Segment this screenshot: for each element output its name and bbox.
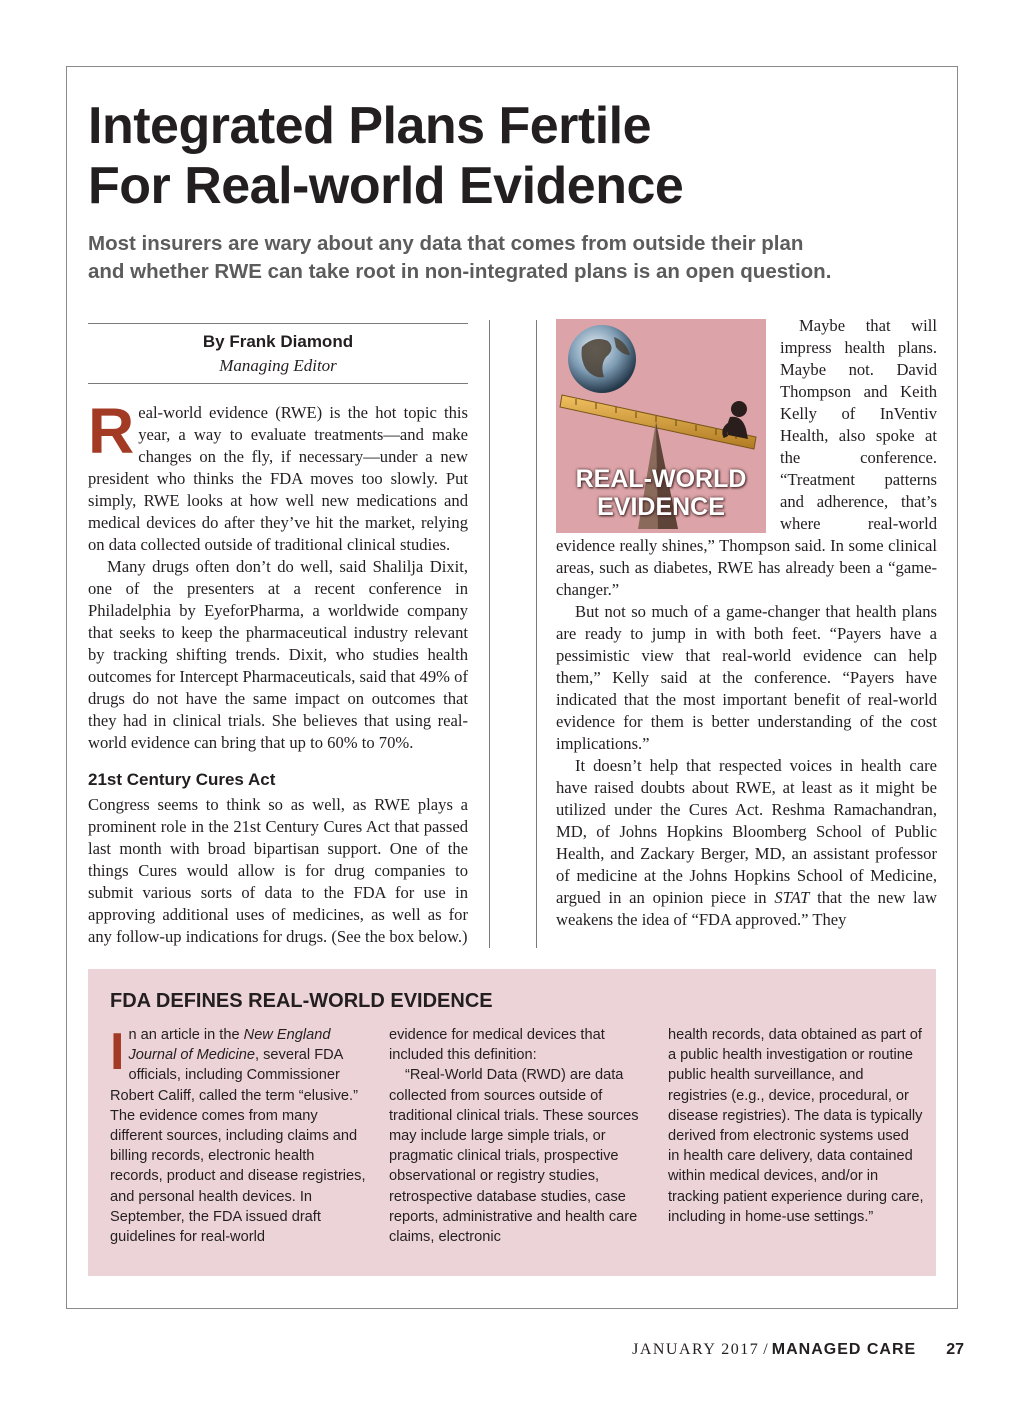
- publication-stat: STAT: [774, 888, 810, 907]
- author-name: By Frank Diamond: [202, 332, 354, 351]
- sidebar-text-2b: “Real-World Data (RWD) are data collected from sources outside of traditional clinical trials. These sources may include large simple trials, or pragmatic clinical trials, prospective observational or registry studies, retrospective database studies, case reports, administrative and health care claims, electronic: [389, 1067, 639, 1246]
- paragraph-3: Congress seems to think so as well, as RWE plays a prominent role in the 21st Century Cures Act that passed last month with broad bipartisan support. One of the things Cures would allow is for drug companies to submit various sorts of data to the FDA for use in approving additional uses of medicines, as well as for any follow-up indications for drugs. (See the box below.): [88, 795, 468, 946]
- paragraph-6-text-a: It doesn’t help that respected voices in health care have raised doubts about RWE, at least as it might be utilized under the Cures Act. Reshma Ramachandran, MD, of Johns Hopkins Bloomberg School of Public Health, and Zackary Berger, MD, an assistant professor of medicine at the Johns Hopkins School of Medicine, argued in an opinion piece in: [556, 756, 937, 907]
- drop-cap: R: [88, 395, 135, 467]
- paragraph-6: [556, 755, 937, 931]
- paragraph-5: But not so much of a game-changer that health plans are ready to jump in with both feet. “Payers have a pessimistic view that real-world evidence can help them,” Kelly said at the conference. “Payers have indicated that the most important benefit of real-world evidence for them is better understanding of the cost implications.”: [556, 602, 937, 753]
- article-column-left: [88, 323, 468, 948]
- paragraph-1: [88, 395, 468, 556]
- sidebar-title: FDA DEFINES REAL-WORLD EVIDENCE: [110, 990, 493, 1012]
- paragraph-1-text: eal-world evidence (RWE) is the hot topic this year, a way to evaluate treatments—and make changes on the fly, if necessary—under a new president who thinks the FDA moves too slowly. Put simply, RWE looks at how well new medications and medical devices do after they’ve hit the market, relying on data collected outside of traditional clinical studies.: [88, 403, 468, 554]
- illustration-title-line-1: REAL-WORLD: [575, 465, 747, 493]
- headline-line-2: For Real-world Evidence: [88, 157, 684, 215]
- deck-line-1: Most insurers are wary about any data that comes from outside their plan: [88, 232, 804, 255]
- magazine-name: MANAGED CARE: [771, 1341, 917, 1358]
- paragraph-2: Many drugs often don’t do well, said Shalilja Dixit, one of the presenters at a recent conference in Philadelphia by EyeforPharma, a worldwide company that seeks to keep the pharmaceutical industry relevant by tracking shifting trends. Dixit, who studies health outcomes for Intercept Pharmaceuticals, said that 49% of drugs do not have the same impact on outcomes that they had in clinical trials. She believes that using real-world evidence can bring that up to 60% to 70%.: [88, 557, 468, 752]
- paragraph-6-text-b: that the new law weakens the idea of “FDA approved.” They: [556, 888, 937, 929]
- headline-line-1: Integrated Plans Fertile: [88, 97, 652, 155]
- page-footer: [0, 1340, 964, 1360]
- byline: [88, 323, 468, 384]
- section-subhead: 21st Century Cures Act: [88, 770, 276, 789]
- sidebar-paragraph-1: [110, 1025, 366, 1247]
- column-rule-left: [489, 320, 490, 948]
- deck-line-2: and whether RWE can take root in non-integrated plans is an open question.: [88, 260, 832, 283]
- sidebar-text-3: health records, data obtained as part of a public health investigation or routine public health surveillance, and registries (e.g., device, procedural, or disease registries). The data is typically derived from electronic systems used in health care delivery, data contained within medical devices, and/or in tracking patient experience during care, including in home-use settings.”: [668, 1027, 924, 1225]
- sidebar-text-1b: , several FDA officials, including Commissioner Robert Califf, called the term “elusive.” The evidence comes from many different sources, including claims and billing records, electronic health records, product and disease registries, and personal health devices. In September, the FDA issued draft guidelines for real-world: [110, 1047, 366, 1246]
- sidebar-column-1: [110, 1025, 366, 1247]
- illustration-title: [556, 465, 766, 521]
- sidebar-text-1a: n an article in the: [128, 1027, 244, 1043]
- article-deck: [88, 230, 948, 286]
- paragraph-4: Maybe that will impress health plans. Maybe not. David Thompson and Keith Kelly of InVentiv Health, also spoke at the conference. “Treatment patterns and adherence, that’s where real-world evidence really shines,” Thompson said. In some clinical areas, such as diabetes, RWE has already been a “game-changer.”: [556, 316, 937, 599]
- sidebar-drop-cap: I: [110, 1023, 125, 1081]
- illustration-title-line-2: EVIDENCE: [597, 493, 725, 521]
- author-title: Managing Editor: [219, 356, 337, 375]
- footer-separator: /: [763, 1341, 768, 1358]
- sidebar-column-3: [668, 1025, 924, 1227]
- sidebar-text-2a: evidence for medical devices that included this definition:: [389, 1027, 605, 1064]
- journal-name: New England Journal of Medicine: [128, 1027, 331, 1064]
- column-rule-right: [536, 320, 537, 948]
- issue-date: JANUARY 2017: [632, 1341, 760, 1358]
- real-world-evidence-illustration: [556, 319, 766, 533]
- article-headline: [88, 96, 948, 216]
- page-number: 27: [946, 1341, 964, 1358]
- fda-sidebar-box: [88, 969, 936, 1276]
- article-column-right: [556, 315, 937, 931]
- sidebar-column-2: [389, 1025, 645, 1247]
